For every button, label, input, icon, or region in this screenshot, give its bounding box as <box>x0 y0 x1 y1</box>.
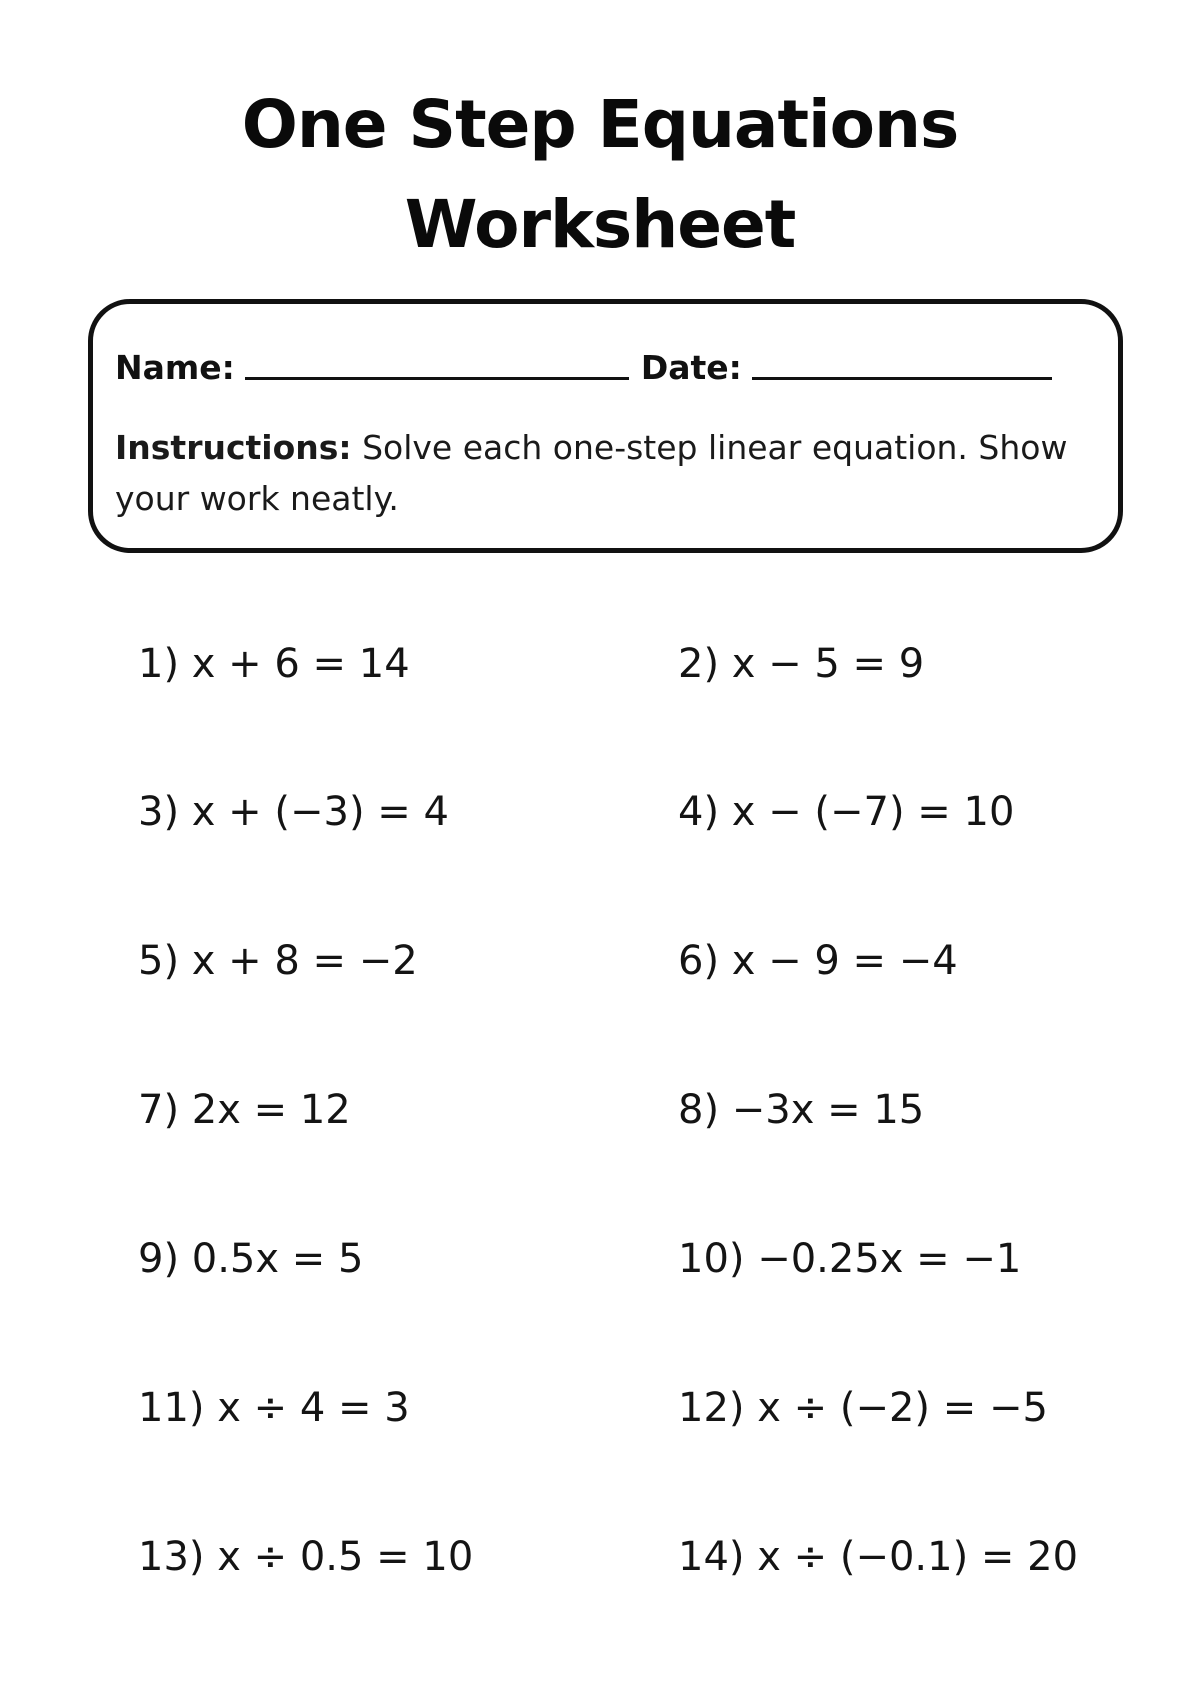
problem-9: 9) 0.5x = 5 <box>138 1236 364 1282</box>
date-blank[interactable] <box>752 375 1052 380</box>
name-label: Name: <box>115 347 235 387</box>
problem-10: 10) −0.25x = −1 <box>678 1236 1022 1282</box>
instructions-text: Solve each one-step linear equation. Show your work neatly. <box>115 428 1068 518</box>
problem-13: 13) x ÷ 0.5 = 10 <box>138 1534 474 1580</box>
page-title-line-2: Worksheet <box>404 186 796 263</box>
page-title-line-1: One Step Equations <box>241 86 959 163</box>
problem-4: 4) x − (−7) = 10 <box>678 789 1015 835</box>
problem-5: 5) x + 8 = −2 <box>138 938 418 984</box>
instructions <box>115 422 1110 524</box>
name-blank[interactable] <box>245 375 629 380</box>
instructions-lead: Instructions: <box>115 428 352 467</box>
problem-12: 12) x ÷ (−2) = −5 <box>678 1385 1048 1431</box>
problem-14: 14) x ÷ (−0.1) = 20 <box>678 1534 1079 1580</box>
problem-7: 7) 2x = 12 <box>138 1087 351 1133</box>
problem-1: 1) x + 6 = 14 <box>138 641 410 687</box>
name-date-row <box>115 338 1052 386</box>
problem-11: 11) x ÷ 4 = 3 <box>138 1385 410 1431</box>
date-label: Date: <box>640 347 742 387</box>
problem-6: 6) x − 9 = −4 <box>678 938 958 984</box>
problem-3: 3) x + (−3) = 4 <box>138 789 449 835</box>
problem-8: 8) −3x = 15 <box>678 1087 925 1133</box>
problem-2: 2) x − 5 = 9 <box>678 641 925 687</box>
